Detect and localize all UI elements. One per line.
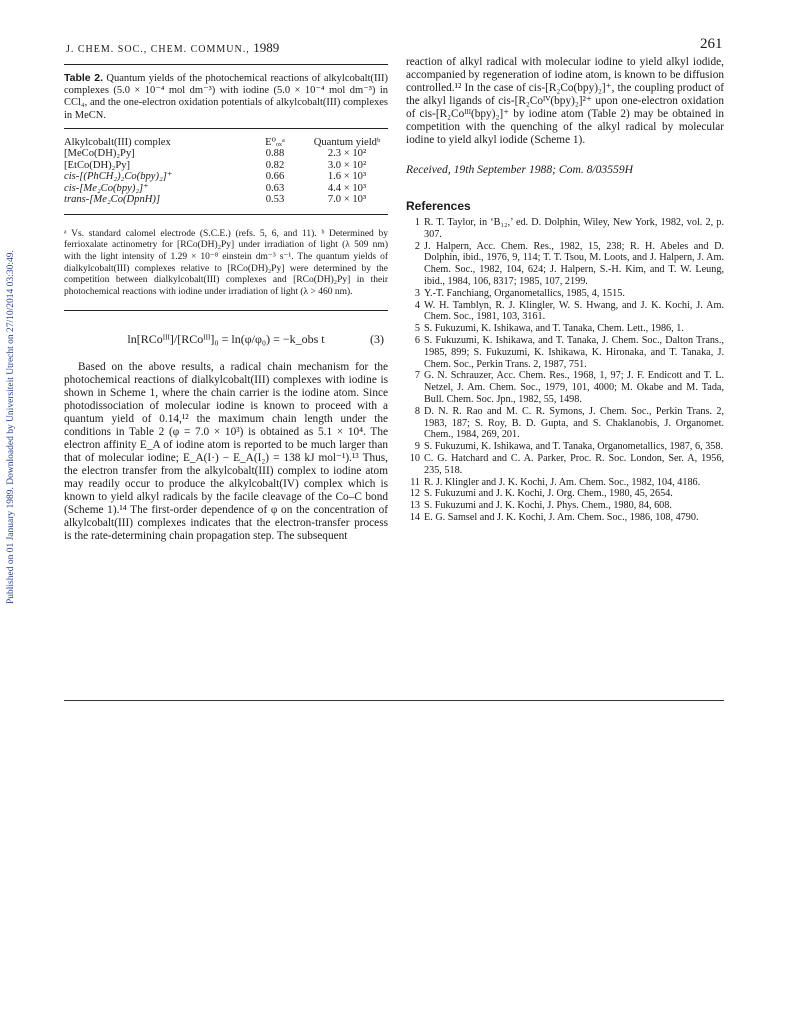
table-cell: 2.3 × 10² (327, 148, 367, 160)
body-paragraph-right: reaction of alkyl radical with molecular iodine to yield alkyl iodide, accompanied by regeneration of iodine atom, is known to be diffusion controlled.¹² In the case of cis-[R₂Co(bpy)₂]⁺, the coupling product of the alkyl ligands of cis-[R₂Coᴵⱽ(bpy)₂]²⁺ upon one-electron oxidation of cis-[R₂Coᴵᴵᴵ(bpy)₂]⁺ by iodine atom (Table 2) may be obtained in competition with the quenching of the alkyl radical by molecular iodine to yield alkyl iodide (Scheme 1). (406, 56, 724, 146)
table-cell: 0.82 (265, 159, 285, 171)
table-row (64, 171, 388, 183)
reference-item: 3 Y.-T. Fanchiang, Organometallics, 1985, 4, 1515. (414, 287, 625, 299)
footnote-rule (64, 310, 388, 311)
table-cell: 0.53 (265, 194, 285, 206)
table-cell: [EtCo(DH)₂Py] (64, 159, 131, 171)
table-cell: 1.6 × 10³ (327, 171, 367, 183)
reference-item: 5 S. Fukuzumi, K. Ishikawa, and T. Tanaka, Chem. Lett., 1986, 1. (414, 323, 684, 335)
reference-item: 10 C. G. Hatchard and C. A. Parker, Proc. R. Soc. London, Ser. A, 1956, 235, 518. (409, 452, 724, 476)
equation-number: (3) (370, 332, 384, 347)
table-caption-label: Table 2. (64, 72, 104, 84)
journal-year: 1989 (253, 40, 280, 55)
reference-item: 9 S. Fukuzumi, K. Ishikawa, and T. Tanaka, Organometallics, 1987, 6, 358. (414, 441, 724, 453)
table-caption-text: Quantum yields of the photochemical reactions of alkylcobalt(III) complexes (5.0 × 10⁻⁴ mol dm⁻³) with iodine (5.0 × 10⁻⁴ mol dm⁻³) in CCl₄, and the one-electron oxidation potentials of alkylcobalt(III) complexes in MeCN. (64, 73, 388, 121)
reference-item: 13 S. Fukuzumi and J. K. Kochi, J. Phys. Chem., 1980, 84, 608. (409, 500, 672, 512)
references-list (406, 217, 724, 524)
table-cell: 0.66 (265, 171, 285, 183)
reference-item: 6 S. Fukuzumi, K. Ishikawa, and T. Tanaka, J. Chem. Soc., Dalton Trans., 1985, 899; S. Fukuzumi, K. Ishikawa, K. Hironaka, and T. Tanaka, J. Chem. Soc., Perkin Trans. 2, 1987, 751. (414, 334, 724, 370)
reference-item: 14 E. G. Samsel and J. K. Kochi, J. Am. Chem. Soc., 1986, 108, 4790. (409, 511, 699, 523)
page-number: 261 (700, 36, 723, 52)
table-cell: 7.0 × 10³ (327, 194, 367, 206)
table-header-yield: Quantum yieldᵇ (313, 136, 381, 148)
table-header-complex: Alkylcobalt(III) complex (64, 136, 171, 148)
table-cell: 0.88 (265, 148, 285, 160)
table-cell: [MeCo(DH)₂Py] (64, 148, 135, 160)
table-cell: trans-[Me₂Co(DpnH)] (64, 194, 161, 206)
reference-item: 7 G. N. Schrauzer, Acc. Chem. Res., 1968, 1, 97; J. F. Endicott and T. L. Netzel, J. Am. Chem. Soc., 1979, 101, 4000; M. Okabe and M. Tada, Bull. Chem. Soc. Jpn., 1982, 55, 1498. (414, 370, 724, 405)
received-line: Received, 19th September 1988; Com. 8/03559H (406, 163, 633, 176)
reference-item: 2 J. Halpern, Acc. Chem. Res., 1982, 15, 238; R. H. Abeles and D. Dolphin, ibid., 1976, 9, 114; T. T. Tsou, M. Loots, and J. Halpern, J. Am. Chem. Soc., 1982, 104, 624; J. Halpern, S.-H. Kim, and T. W. Leung, ibid., 1984, 106, 8317; 1985, 107, 2199. (414, 240, 724, 287)
reference-item: 8 D. N. R. Rao and M. C. R. Symons, J. Chem. Soc., Perkin Trans. 2, 1983, 187; S. Roy, B. D. Gupta, and S. Chaklanobis, J. Organomet. Chem., 1984, 269, 201. (414, 405, 724, 441)
running-header (66, 40, 279, 56)
quantum-yield-table (64, 137, 388, 206)
references-heading: References (406, 199, 471, 213)
table-cell: cis-[Me₂Co(bpy)₂]⁺ (64, 182, 149, 194)
table-bottom-rule (64, 214, 388, 215)
reference-item: 1 R. T. Taylor, in ‘B₁₂,’ ed. D. Dolphin, Wiley, New York, 1982, vol. 2, p. 307. (414, 217, 724, 240)
equation-3 (64, 333, 388, 353)
reference-item: 12 S. Fukuzumi and J. K. Kochi, J. Org. Chem., 1980, 45, 2654. (409, 488, 673, 500)
table-row (64, 160, 388, 172)
journal-name: J. CHEM. SOC., CHEM. COMMUN., (66, 44, 254, 55)
table-cell: cis-[(PhCH₂)₂Co(bpy)₂]⁺ (64, 171, 173, 183)
top-rule (64, 64, 388, 65)
table-cell: 3.0 × 10² (327, 159, 367, 171)
left-column (64, 64, 388, 543)
publication-sidebar: Published on 01 January 1989. Downloaded by Universiteit Utrecht on 27/10/2014 03:30:49. (6, 250, 16, 605)
table-row (64, 183, 388, 195)
table-row (64, 194, 388, 206)
equation-text: ln[RCoᴵᴵᴵ]/[RCoᴵᴵᴵ]₀ = ln(φ/φ₀) = −k_obs t (127, 332, 325, 347)
table-cell: 4.4 × 10³ (327, 182, 367, 194)
reference-item: 11 R. J. Klingler and J. K. Kochi, J. Am. Chem. Soc., 1982, 104, 4186. (410, 476, 701, 488)
table-row (64, 148, 388, 160)
table-footnote: ᵃ Vs. standard calomel electrode (S.C.E.) (refs. 5, 6, and 11). ᵇ Determined by ferrioxalate actinometry for [RCo(DH)₂Py] under irradiation of light (λ 509 nm) with the light intensity of 1.29 × 10⁻⁸ einstein dm⁻³ s⁻¹. The quantum yields of dialkylcobalt(III) complexes relative to [RCo(DH)₂Py] were determined by the competition between dialkylcobalt(III) complexes and [RCo(DH)₂Py] in their photochemical reactions with iodine under irradiation of light (λ > 460 nm). (64, 228, 388, 297)
reference-item: 4 W. H. Tamblyn, R. J. Klingler, W. S. Hwang, and J. K. Kochi, J. Am. Chem. Soc., 1981, 103, 3161. (414, 299, 724, 323)
table-top-rule (64, 128, 388, 129)
table-caption (64, 72, 388, 122)
page-bottom-rule (64, 700, 724, 701)
table-header-potential: E⁰ₒₓᵃ (265, 136, 285, 148)
table-header-row (64, 137, 388, 149)
body-paragraph-left: Based on the above results, a radical chain mechanism for the photochemical reactions of dialkylcobalt(III) complexes with iodine is shown in Scheme 1, where the chain carrier is the iodine atom. Since photodissociation of molecular iodine is known to proceed with a quantum yield of 0.14,¹² the maximum chain length under the conditions in Table 2 (φ = 7.0 × 10³) is obtained as 5.1 × 10⁴. The electron affinity E_A of iodine atom is reported to be much larger than that of molecular iodine; E_A(I·) − E_A(I₂) = 138 kJ mol⁻¹).¹³ Thus, the electron transfer from the alkylcobalt(III) complex to iodine atom may readily occur to produce the alkylcobalt(IV) complex which is known to yield alkyl radicals by the facile cleavage of the Co–C bond (Scheme 1).¹⁴ The first-order dependence of φ on the concentration of alkylcobalt(III) complexes indicates that the electron-transfer process is the rate-determining chain propagation step. The subsequent (64, 361, 388, 543)
right-column (406, 56, 724, 524)
table-cell: 0.63 (265, 182, 285, 194)
